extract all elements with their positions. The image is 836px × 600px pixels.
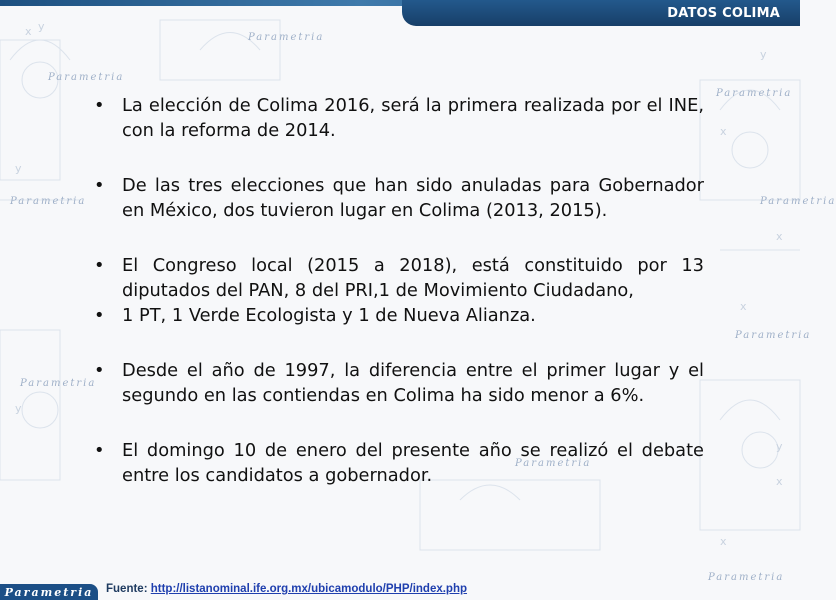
bullet-item — [92, 358, 704, 408]
watermark-text: Parametria — [248, 32, 325, 43]
source-label: Fuente: — [106, 583, 148, 595]
bullet-item — [92, 253, 704, 303]
watermark-text: Parametria — [716, 88, 793, 99]
watermark-text: Parametria — [760, 196, 836, 207]
bullet-text: El Congreso local (2015 a 2018), está constituido por 13 diputados del PAN, 8 del PRI,1 de Movimiento Ciudadano, — [122, 255, 704, 301]
page-title: DATOS COLIMA — [667, 5, 780, 21]
bullet-item — [92, 93, 704, 143]
bullet-text: La elección de Colima 2016, será la primera realizada por el INE, con la reforma de 2014. — [122, 95, 704, 141]
svg-text:y: y — [776, 440, 783, 453]
svg-text:x: x — [720, 535, 727, 548]
source-link[interactable]: http://listanominal.ife.org.mx/ubicamodulo/PHP/index.php — [150, 583, 468, 595]
bullet-item — [92, 303, 704, 328]
bullet-group — [92, 93, 704, 143]
svg-text:x: x — [776, 475, 783, 488]
bullet-list — [92, 93, 704, 488]
bullet-dot-icon: • — [94, 95, 105, 116]
bullet-item — [92, 173, 704, 223]
svg-text:y: y — [760, 48, 767, 61]
header-tab — [402, 0, 800, 26]
bullet-item — [92, 438, 704, 488]
bullet-group — [92, 438, 704, 488]
watermark-text: Parametria — [708, 572, 785, 583]
source-citation — [106, 583, 467, 595]
bullet-text: De las tres elecciones que han sido anuladas para Gobernador en México, dos tuvieron lugar en Colima (2013, 2015). — [122, 175, 704, 221]
svg-text:x: x — [720, 125, 727, 138]
svg-text:x: x — [25, 25, 32, 38]
watermark-text: Parametria — [48, 72, 125, 83]
bullet-group — [92, 253, 704, 328]
bullet-dot-icon: • — [94, 360, 105, 381]
bullet-dot-icon: • — [94, 440, 105, 461]
svg-text:x: x — [776, 230, 783, 243]
bullet-dot-icon: • — [94, 305, 105, 326]
svg-text:y: y — [15, 402, 22, 415]
watermark-text: Parametria — [515, 458, 592, 469]
parametria-logo — [0, 584, 98, 600]
bullet-text: Desde el año de 1997, la diferencia entre el primer lugar y el segundo en las contiendas en Colima ha sido menor a 6%. — [122, 360, 704, 406]
svg-text:x: x — [740, 300, 747, 313]
bullet-dot-icon: • — [94, 255, 105, 276]
bullet-text: 1 PT, 1 Verde Ecologista y 1 de Nueva Alianza. — [122, 305, 536, 326]
watermark-text: Parametria — [10, 196, 87, 207]
svg-text:y: y — [38, 20, 45, 33]
watermark-text: Parametria — [735, 330, 812, 341]
watermark-text: Parametria — [20, 378, 97, 389]
bullet-group — [92, 358, 704, 408]
bullet-text: El domingo 10 de enero del presente año se realizó el debate entre los candidatos a gobernador. — [122, 440, 704, 486]
bullet-dot-icon: • — [94, 175, 105, 196]
bullet-group — [92, 173, 704, 223]
svg-text:y: y — [15, 162, 22, 175]
logo-text: Parametria — [4, 585, 94, 599]
